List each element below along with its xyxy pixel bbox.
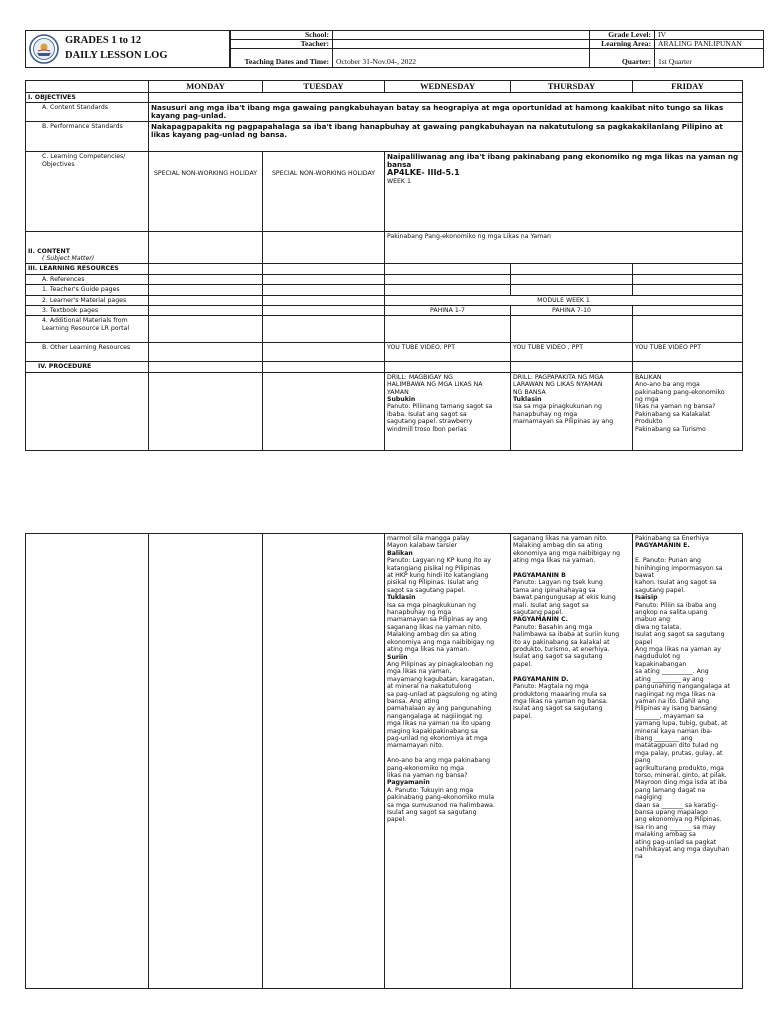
cont-friday xyxy=(633,534,743,989)
thu-cont-line: Isulat ang sagot sa sagutang xyxy=(513,653,603,661)
fri-cont-line: PAGYAMANIN E. xyxy=(635,542,690,550)
thu-cont-line: ito ay pakinabang sa kalakal at xyxy=(513,638,610,646)
thu-top-6: mamamayan sa Pilipinas ay ang xyxy=(513,418,614,426)
thu-cont-line: Panuto: Lagyan ng tsek kung xyxy=(513,579,603,587)
thu-cont-line: bawat pangungusap at ekis kung xyxy=(513,594,616,602)
day-tuesday: TUESDAY xyxy=(263,81,385,93)
fri-cont-line: Isaisip xyxy=(635,594,658,602)
wed-cont-line: at HKP kung hindi ito katangiang xyxy=(387,572,489,580)
tb-thursday: PAHINA 7-10 xyxy=(511,306,633,316)
performance-standards-text: Nakapagpapakita ng pagpapahalaga sa iba't ibang hanapbuhay at gawaing pangkabuhayan na nakatutulong sa pagkakakilanlang Pilipino at likas kayang pag-unlad ng bansa. xyxy=(149,122,743,152)
fri-top-3: ng mga xyxy=(635,396,659,404)
wed-cont-line: nangangalaga at nagiiingat ng xyxy=(387,712,483,720)
procedure-thursday xyxy=(511,372,633,450)
fri-cont-line: pang lamang dagat na xyxy=(635,786,706,794)
fri-cont-line: Ang mga likas na yaman ay xyxy=(635,646,721,654)
fri-cont-line: sagutang papel. xyxy=(635,586,686,594)
wed-cont-line: maging kapakipakinabang sa xyxy=(387,727,478,735)
wed-cont-line: bansa. Ang ating xyxy=(387,697,440,705)
lm-label: 2. Learner's Material pages xyxy=(26,295,149,305)
wed-cont-line: mamamayan nito. xyxy=(387,742,444,750)
fri-cont-line: ibang ________ ang xyxy=(635,734,693,742)
fri-cont-line: yamang lupa, tubig, gubat, at xyxy=(635,720,728,728)
school-label: School: xyxy=(231,31,333,40)
wed-cont-line: pakinabang pang-ekonomiko mula xyxy=(387,794,495,802)
wed-cont-line: mayamang kagubatan, karagatan, xyxy=(387,675,495,683)
teacher-value xyxy=(333,40,590,49)
header-info-table xyxy=(230,30,764,68)
thu-cont-line: halimbawa sa ibaba at suriin kung xyxy=(513,631,620,639)
corner-cell xyxy=(26,81,149,93)
title-line-1: GRADES 1 to 12 xyxy=(65,35,142,46)
fri-cont-line: ang ekonomiya ng Pilipinas. xyxy=(635,816,722,824)
wed-top-6: sagutang papel. strawberry xyxy=(387,418,473,426)
day-thursday: THURSDAY xyxy=(511,81,633,93)
thu-cont-line xyxy=(513,565,630,572)
wed-cont-line: at mineral na nakatutulong xyxy=(387,683,472,691)
objectives-heading: I. OBJECTIVES xyxy=(26,93,149,103)
fri-cont-line: ating pag-unlad sa pagkat xyxy=(635,838,717,846)
references-label: A. References xyxy=(26,274,149,284)
fri-top-4: likas na yaman ng bansa? xyxy=(635,403,716,411)
fri-cont-line: torso, mineral, ginto, at pilak. xyxy=(635,771,727,779)
fri-cont-line: diwa ng talata. xyxy=(635,623,682,631)
wed-top-5: ibaba. Isulat ang sagot sa xyxy=(387,410,467,418)
wed-cont-line: hanapbuhay ng mga xyxy=(387,609,452,617)
day-wednesday: WEDNESDAY xyxy=(385,81,511,93)
content-sub: ( Subject Matter) xyxy=(42,255,95,262)
wed-cont-line: Ang Pilipinas ay pinagkalooban ng xyxy=(387,660,494,668)
teacher-label: Teacher: xyxy=(231,40,333,49)
thu-cont-line: PAGYAMANIN D. xyxy=(513,675,569,683)
competency-week: WEEK 1 xyxy=(387,178,411,186)
fri-cont-line: mineral kaya naman iba- xyxy=(635,727,713,735)
wed-top-3: Subukin xyxy=(387,396,416,404)
dates-label: Teaching Dates and Time: xyxy=(231,49,333,68)
wed-cont-line: pisikal ng Pilipinas. Isulat ang xyxy=(387,579,479,587)
competency-code: AP4LKE- IIId-5.1 xyxy=(387,168,460,178)
wed-top-2: YAMAN xyxy=(387,388,409,396)
grade-label: Grade Level: xyxy=(590,31,655,40)
fri-cont-line: matatagpuan dito tulad ng xyxy=(635,742,719,750)
wed-cont-line: marmol sila mangga palay xyxy=(387,535,470,542)
wed-cont-line: ating mga likas na yaman. xyxy=(387,646,470,654)
thu-cont-line: Panuto: Basahin ang mga xyxy=(513,623,593,631)
fri-cont-line: E. Panuto: Punan ang xyxy=(635,557,701,565)
tb-wednesday: PAHINA 1-7 xyxy=(385,306,511,316)
fri-cont-line: nagiingat ng mga likas na xyxy=(635,690,716,698)
wed-cont-line: saganang likas na yaman nito. xyxy=(387,623,482,631)
wed-cont-line: papel. xyxy=(387,816,407,824)
area-value: ARALING PANLIPUNAN xyxy=(655,40,764,49)
fri-cont-line: mga palay, prutas, gulay, at xyxy=(635,749,723,757)
wed-cont-line xyxy=(387,750,508,757)
wed-cont-line: pag-unlad ng ekonomiya at mga xyxy=(387,734,488,742)
wed-cont-line: pang-ekonomiko ng mga xyxy=(387,764,464,772)
wed-cont-line: mamamayan sa Pilipinas ay ang xyxy=(387,616,488,624)
fri-cont-line: papel xyxy=(635,638,653,646)
competencies-label: C. Learning Competencies/ Objectives xyxy=(26,152,149,232)
wed-cont-line: mga likas na yaman, xyxy=(387,668,452,676)
thu-cont-line: PAGYAMANIN C. xyxy=(513,616,569,624)
fri-cont-line: yaman na ito. Dahil ang xyxy=(635,697,710,705)
fri-cont-line: Mayroon ding mga isda at iba xyxy=(635,779,728,787)
title-line-2: DAILY LESSON LOG xyxy=(65,50,168,61)
fri-cont-line: kapakinabangan xyxy=(635,660,687,668)
fri-cont-line: Isulat ang sagot sa sagutang xyxy=(635,631,725,639)
thu-cont-line: produkto, turismo, at enerhiya. xyxy=(513,646,610,654)
fri-cont-line: Panuto: Piliin sa ibaba ang xyxy=(635,601,717,609)
fri-top-2: pakinabang pang-ekonomiko xyxy=(635,388,725,396)
wed-top-7: windmill troso lbon perlas xyxy=(387,425,467,433)
thu-cont-line: tama ang ipinahahayag sa xyxy=(513,586,596,594)
quarter-value: 1st Quarter xyxy=(655,49,764,68)
procedure-heading: IV. PROCEDURE xyxy=(26,362,149,372)
monday-holiday: SPECIAL NON-WORKING HOLIDAY xyxy=(149,152,263,232)
wed-top-4: Panuto: Piliinang tamang sagot sa xyxy=(387,403,493,411)
fri-cont-line: pangunahing nangangalaga at xyxy=(635,683,731,691)
grade-value: IV xyxy=(655,31,764,40)
fri-top-0: BALIKAN xyxy=(635,373,662,381)
wed-cont-line: Isulat ang sagot sa sagutang xyxy=(387,809,477,817)
thu-cont-line: ekonomiya ang mga naibibigay ng xyxy=(513,549,621,557)
thu-cont-line: Malaking ambag din sa ating xyxy=(513,542,603,550)
procedure-wednesday xyxy=(385,372,511,450)
tg-label: 1. Teacher's Guide pages xyxy=(26,285,149,295)
other-wednesday: YOU TUBE VIDEO, PPT xyxy=(385,343,511,362)
thu-cont-line: sagutang papel. xyxy=(513,609,564,617)
fri-cont-line: Pakinabang sa Enerhiya xyxy=(635,535,709,542)
thu-top-3: Tuklasin xyxy=(513,396,542,404)
fri-cont-line: hinihinging impormasyon sa xyxy=(635,564,723,572)
area-label: Learning Area: xyxy=(590,40,655,49)
thu-cont-line: papel. xyxy=(513,712,533,720)
fri-cont-line: mabuo ang xyxy=(635,616,671,624)
thu-cont-line: produktong maaaring mula sa xyxy=(513,690,607,698)
wed-top-0: DRILL: MAGBIGAY NG xyxy=(387,373,453,381)
wed-cont-line: Pagyamanin xyxy=(387,779,430,787)
wed-cont-line: likas na yaman ng bansa? xyxy=(387,771,468,779)
wed-cont-line: Tuklasin xyxy=(387,594,416,602)
cont-tuesday xyxy=(263,534,385,989)
lesson-log-table xyxy=(25,80,743,451)
day-monday: MONDAY xyxy=(149,81,263,93)
tb-label: 3. Textbook pages xyxy=(26,306,149,316)
fri-top-1: Ano-ano ba ang mga xyxy=(635,381,700,389)
fri-cont-line: daan sa _______ sa karatig- xyxy=(635,801,718,809)
content-tuesday xyxy=(263,232,385,264)
procedure-tuesday xyxy=(263,372,385,450)
fri-cont-line: kahon. Isulat ang sagot sa xyxy=(635,579,717,587)
procedure-friday xyxy=(633,372,743,450)
other-friday: YOU TUBE VIDEO PPT xyxy=(633,343,743,362)
procedure-label-empty xyxy=(26,372,149,450)
thu-top-4: Isa sa mga pinagkukunan ng xyxy=(513,403,602,411)
fri-cont-line: bawat xyxy=(635,572,654,580)
content-standards-label: A. Content Standards xyxy=(26,103,149,122)
fri-cont-line: bansa upang mapalago xyxy=(635,809,708,817)
competency-text: Naipaliliwanag ang iba't ibang pakinabang pang ekonomiko ng mga likas na yaman ng bansa xyxy=(387,152,739,169)
cont-thursday xyxy=(511,534,633,989)
fri-top-6: Produkto xyxy=(635,418,663,426)
fri-cont-line: angkop na salita upang xyxy=(635,609,708,617)
thu-cont-line: ating mga likas na yaman. xyxy=(513,557,596,565)
fri-cont-line: ating _________ ay ang xyxy=(635,675,704,683)
dates-value: October 31-Nov.04-, 2022 xyxy=(333,49,590,68)
wed-cont-line: Mayon kalabaw tarsier xyxy=(387,542,458,550)
fri-cont-line: ________, mayaman sa xyxy=(635,712,704,720)
thu-top-2: NG BANSA xyxy=(513,388,546,396)
thu-top-5: hanapbuhay ng mga xyxy=(513,410,578,418)
fri-cont-line: agrikulturang produkto, mga xyxy=(635,764,724,772)
wed-cont-line: sagot sa sagutang papel. xyxy=(387,586,466,594)
thu-cont-line: saganang likas na yaman nito. xyxy=(513,535,608,542)
cont-wednesday xyxy=(385,534,511,989)
fri-cont-line: sa ating __________. Ang xyxy=(635,668,709,676)
fri-top-7: Pakinabang sa Turismo xyxy=(635,425,706,433)
competency-cell xyxy=(385,152,743,232)
wed-cont-line: A. Panuto: Tukuyin ang mga xyxy=(387,786,474,794)
wed-cont-line: ekonomiya ang mga naibibigay ng xyxy=(387,638,495,646)
wed-cont-line: Balikan xyxy=(387,549,413,557)
procedure-monday xyxy=(149,372,263,450)
wed-cont-line: mga likas na yaman na ito upang xyxy=(387,720,491,728)
wed-top-1: HALIMBAWA NG MGA LIKAS NA xyxy=(387,381,483,389)
resources-heading: III. LEARNING RESOURCES xyxy=(26,264,149,274)
wed-cont-line: sa pag-unlad at pagsulong ng ating xyxy=(387,690,498,698)
wed-cont-line: pamahalaan ay ang pangunahing xyxy=(387,705,492,713)
fri-cont-line: nagiging xyxy=(635,794,662,802)
fri-cont-line: Isa rin ang _______ sa may xyxy=(635,823,716,831)
thu-cont-line: Panuto: Magtala ng mga xyxy=(513,683,589,691)
wed-cont-line: katangiang pisikal ng Pilipinas xyxy=(387,564,481,572)
fri-top-5: Pakinabang sa Kalakalat xyxy=(635,410,711,418)
quarter-label: Quarter: xyxy=(590,49,655,68)
additional-label: 4. Additional Materials from Learning Resource LR portal xyxy=(26,316,149,343)
header-title xyxy=(63,30,223,68)
fri-cont-line xyxy=(635,550,740,557)
lm-module: MODULE WEEK 1 xyxy=(385,295,743,305)
school-value xyxy=(333,31,590,40)
deped-seal-icon xyxy=(25,30,63,68)
fri-cont-line: na xyxy=(635,853,643,861)
thu-cont-line: papel. xyxy=(513,660,533,668)
wed-cont-line: sa mga sumusunod na halimbawa. xyxy=(387,801,495,809)
thu-top-0: DRILL: PAGPAPAKITA NG MGA xyxy=(513,373,604,381)
cont-label-empty xyxy=(26,534,149,989)
objectives-empty xyxy=(149,93,743,103)
lesson-log-continuation xyxy=(25,533,743,989)
wed-cont-line: Suriin xyxy=(387,653,408,661)
wed-cont-line: Ano-ano ba ang mga pakinabang xyxy=(387,757,491,765)
wed-cont-line: Panuto: Lagyan ng KP kung ito ay xyxy=(387,557,491,565)
header xyxy=(25,30,742,68)
fri-cont-line: nagdudulot ng xyxy=(635,653,681,661)
tuesday-holiday: SPECIAL NON-WORKING HOLIDAY xyxy=(263,152,385,232)
wed-cont-line: Malaking ambag din sa ating xyxy=(387,631,477,639)
fri-cont-line: nahihikayat ang mga dayuhan xyxy=(635,846,730,854)
thu-top-1: LARAWAN NG LIKAS NYAMAN xyxy=(513,381,603,389)
day-friday: FRIDAY xyxy=(633,81,743,93)
fri-cont-line: malaking ambag sa xyxy=(635,831,696,839)
fri-cont-line: pang xyxy=(635,757,651,765)
content-monday xyxy=(149,232,263,264)
other-thursday: YOU TUBE VIDEO , PPT xyxy=(511,343,633,362)
content-heading: II. CONTENT xyxy=(28,247,70,255)
content-heading-cell xyxy=(26,232,149,264)
content-standards-text: Nasusuri ang mga iba't ibang mga gawaing pangkabuhayan batay sa heograpiya at mga oportunidad at hamong kaakibat nito tungo sa likas kayang pag-unlad. xyxy=(149,103,743,122)
performance-standards-label: B. Performance Standards xyxy=(26,122,149,152)
wed-cont-line: Isa sa mga pinagkukunan ng xyxy=(387,601,476,609)
thu-cont-line: Isulat ang sagot sa sagutang xyxy=(513,705,603,713)
fri-cont-line: Pilipinas ay isang bansang xyxy=(635,705,717,713)
other-label: B. Other Learning Resources xyxy=(26,343,149,362)
thu-cont-line xyxy=(513,668,630,675)
thu-cont-line: mali. Isulat ang sagot sa xyxy=(513,601,589,609)
thu-cont-line: PAGYAMANIN B xyxy=(513,572,566,580)
content-text: Pakinabang Pang-ekonomiko ng mga Likas na Yaman xyxy=(385,232,743,264)
cont-monday xyxy=(149,534,263,989)
thu-cont-line: mga likas na yaman ng bansa. xyxy=(513,697,608,705)
